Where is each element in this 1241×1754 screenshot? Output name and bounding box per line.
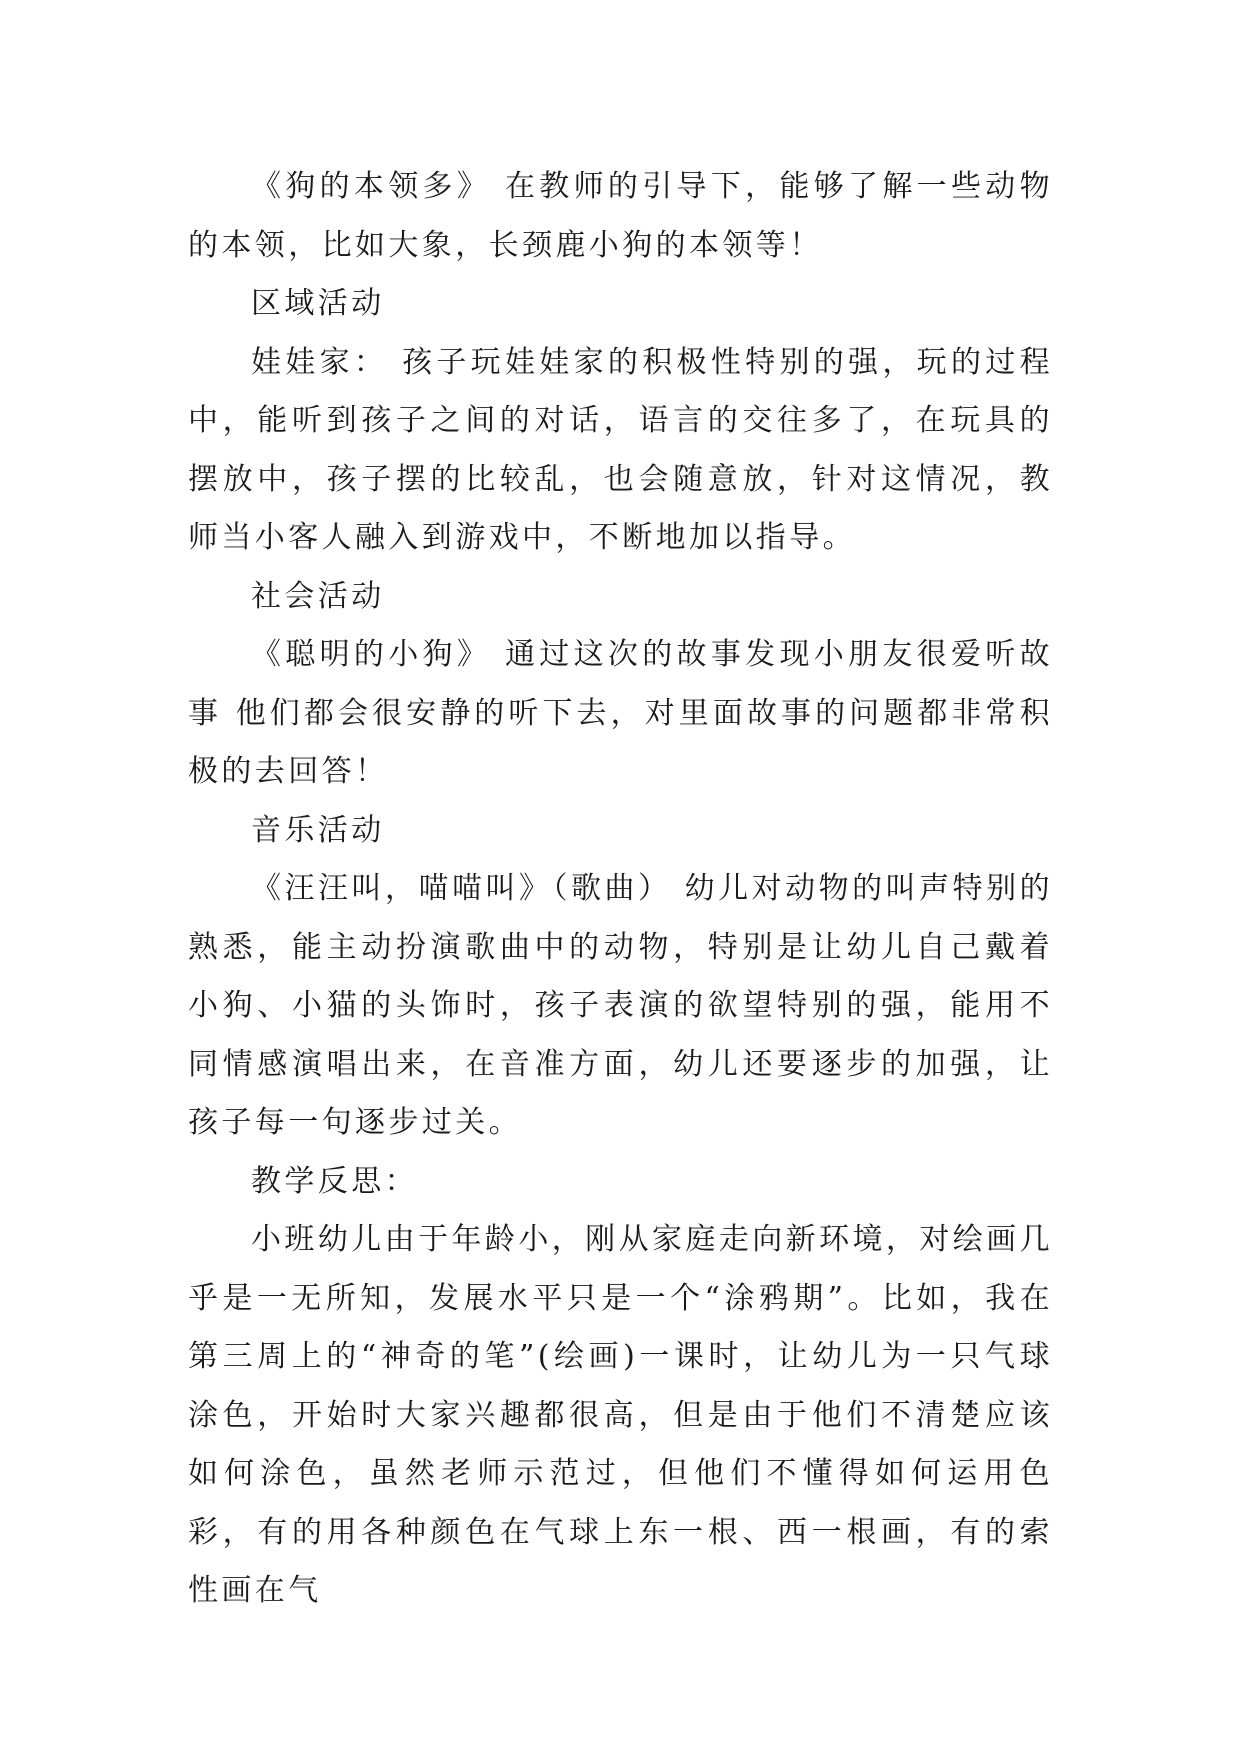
paragraph-dog-skills: 《狗的本领多》 在教师的引导下，能够了解一些动物的本领，比如大象，长颈鹿小狗的本领等！ xyxy=(188,169,1053,263)
paragraph-clever-puppy: 《聪明的小狗》 通过这次的故事发现小朋友很爱听故事 他们都会很安静的听下去，对里面故事的问题都非常积极的去回答！ xyxy=(188,637,1053,789)
heading-area-activity: 区域活动 xyxy=(251,286,385,321)
heading-social-activity: 社会活动 xyxy=(251,578,385,614)
heading-music-activity: 音乐活动 xyxy=(251,812,385,848)
document-page xyxy=(188,158,1053,1621)
paragraph-reflection: 小班幼儿由于年龄小，刚从家庭走向新环境，对绘画几乎是一无所知，发展水平只是一个“涂鸦期”。比如，我在第三周上的“神奇的笔”(绘画)一课时，让幼儿为一只气球涂色，开始时大家兴趣都很高，但是由于他们不清楚应该如何涂色，虽然老师示范过，但他们不懂得如何运用色彩，有的用各种颜色在气球上东一根、西一根画，有的索性画在气 xyxy=(188,1222,1053,1608)
heading-teaching-reflection: 教学反思： xyxy=(251,1163,418,1199)
paragraph-song: 《汪汪叫，喵喵叫》（歌曲） 幼儿对动物的叫声特别的熟悉，能主动扮演歌曲中的动物，特别是让幼儿自己戴着小狗、小猫的头饰时，孩子表演的欲望特别的强，能用不同情感演唱出来，在音准方面，幼儿还要逐步的加强，让孩子每一句逐步过关。 xyxy=(188,871,1053,1140)
paragraph-doll-house: 娃娃家： 孩子玩娃娃家的积极性特别的强，玩的过程中，能听到孩子之间的对话，语言的交往多了，在玩具的摆放中，孩子摆的比较乱，也会随意放，针对这情况，教师当小客人融入到游戏中，不断地加以指导。 xyxy=(188,344,1053,555)
